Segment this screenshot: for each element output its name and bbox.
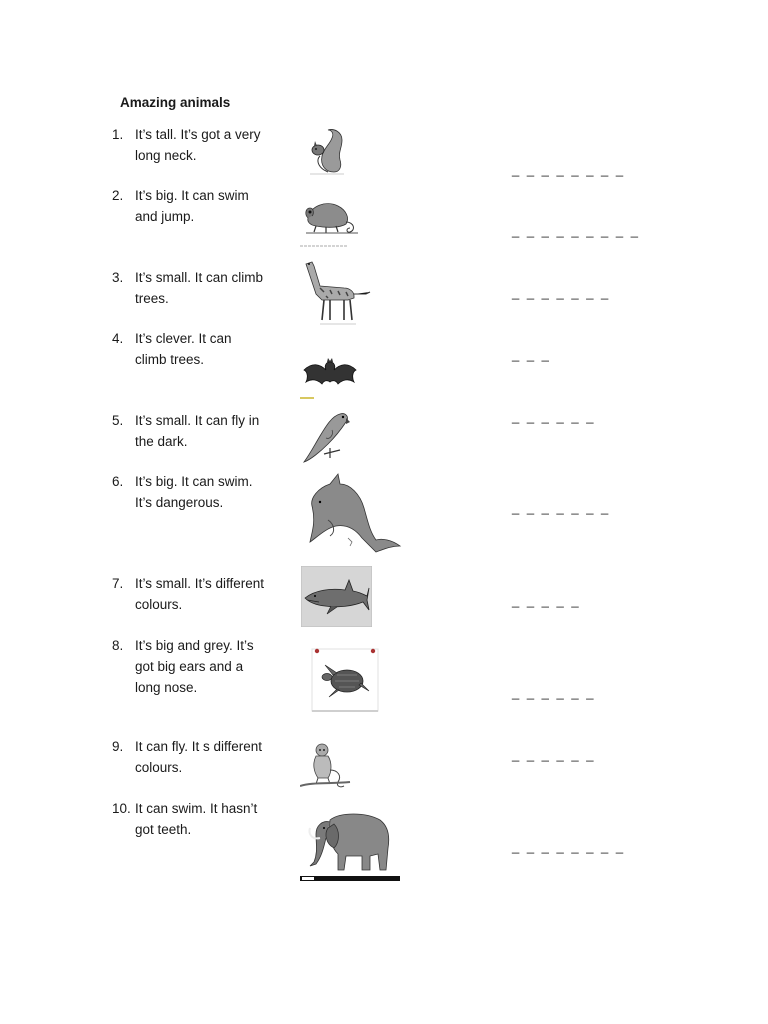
answer-blank[interactable]: _ _ _ _ _ _ xyxy=(512,747,596,762)
dolphin-icon xyxy=(306,472,404,554)
question-number: 4. xyxy=(112,331,124,346)
question-text: It’s small. It can climb trees. xyxy=(135,270,264,306)
question-number: 5. xyxy=(112,413,124,428)
question-number: 9. xyxy=(112,739,124,754)
parrot-icon xyxy=(300,404,352,466)
answer-blank[interactable]: _ _ _ _ _ _ _ _ xyxy=(512,162,626,177)
shark-icon xyxy=(301,566,372,627)
answer-blank[interactable]: _ _ _ xyxy=(512,347,551,362)
question-text: It’s small. It can fly in the dark. xyxy=(135,413,260,449)
question-number: 10. xyxy=(112,801,131,816)
squirrel-icon xyxy=(304,126,354,178)
question-text: It can swim. It hasn’t got teeth. xyxy=(135,801,258,837)
turtle-icon xyxy=(311,645,379,713)
question-number: 8. xyxy=(112,638,124,653)
question-text: It’s big. It can swim. It’s dangerous. xyxy=(135,474,253,510)
question-number: 7. xyxy=(112,576,124,591)
answer-blank[interactable]: _ _ _ _ _ _ xyxy=(512,685,596,700)
question-text: It’s tall. It’s got a very long neck. xyxy=(135,127,261,163)
monkey-icon xyxy=(300,740,356,792)
elephant-icon xyxy=(300,808,400,882)
answer-blank[interactable]: _ _ _ _ _ _ _ xyxy=(512,285,611,300)
question-text: It’s big. It can swim and jump. xyxy=(135,188,249,224)
answer-blank[interactable]: _ _ _ _ _ _ _ _ _ xyxy=(512,223,640,238)
question-text: It’s clever. It can climb trees. xyxy=(135,331,232,367)
chameleon-icon xyxy=(300,192,362,248)
worksheet-title: Amazing animals xyxy=(120,95,231,110)
answer-blank[interactable]: _ _ _ _ _ _ _ xyxy=(512,500,611,515)
question-number: 2. xyxy=(112,188,124,203)
bat-icon xyxy=(300,340,360,400)
giraffe-icon xyxy=(300,258,372,328)
answer-blank[interactable]: _ _ _ _ _ _ xyxy=(512,409,596,424)
question-text: It can fly. It s different colours. xyxy=(135,739,263,775)
question-number: 1. xyxy=(112,127,124,142)
answer-blank[interactable]: _ _ _ _ _ _ _ _ xyxy=(512,839,626,854)
question-number: 6. xyxy=(112,474,124,489)
question-text: It’s big and grey. It’s got big ears and a long nose. xyxy=(135,638,254,695)
answer-blank[interactable]: _ _ _ _ _ xyxy=(512,593,581,608)
question-number: 3. xyxy=(112,270,124,285)
question-text: It’s small. It’s different colours. xyxy=(135,576,265,612)
